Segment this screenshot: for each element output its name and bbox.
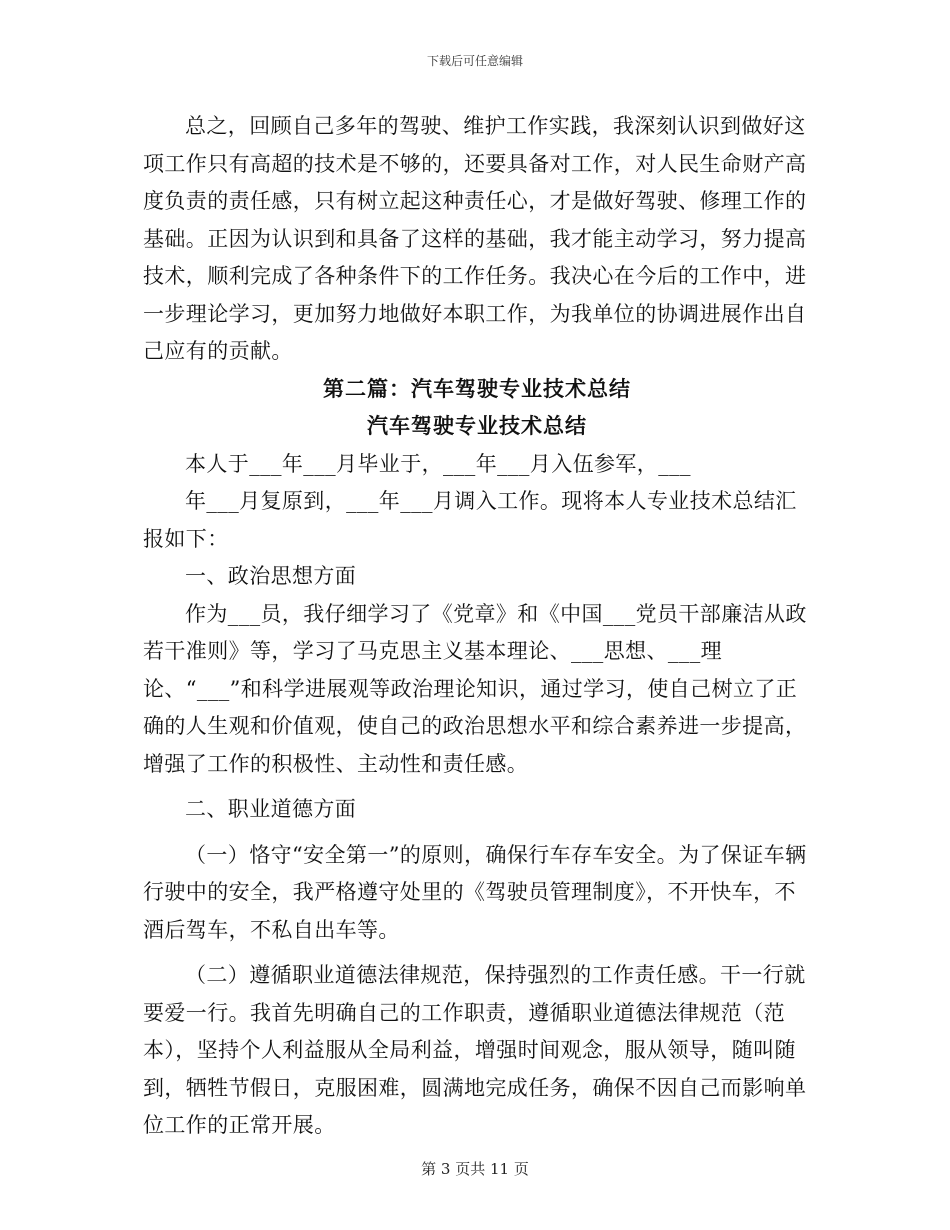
heading-ethics: 二、职业道德方面 bbox=[185, 797, 357, 821]
paragraph-conclusion: 总之，回顾自己多年的驾驶、维护工作实践，我深刻认识到做好这项工作只有高超的技术是不够的，还要具备对工作，对人民生命财产高度负责的责任感，只有树立起这种责任心，才是做好驾驶、修理工作的基础。正因为认识到和具备了这样的基础，我才能主动学习，努力提高技术，顺利完成了各种条件下的工作任务。我决心在今后的工作中，进一步理论学习，更加努力地做好本职工作，为我单位的协调进展作出自己应有的贡献。 bbox=[143, 114, 807, 363]
document-body bbox=[143, 108, 811, 1145]
paragraph-personal-info-1: 本人于___年___月毕业于，___年___月入伍参军，___ bbox=[185, 451, 691, 476]
paragraph-safety: （一）恪守“安全第一”的原则，确保行车存车安全。为了保证车辆行驶中的安全，我严格遵守处里的《驾驶员管理制度》，不开快车，不酒后驾车，不私自出车等。 bbox=[143, 842, 807, 942]
paragraph-political: 作为___员，我仔细学习了《党章》和《中国___党员干部廉洁从政若干准则》等，学习了马克思主义基本理论、___思想、___理论、“___”和科学进展观等政治理论知识，通过学习，使自己树立了正确的人生观和价值观，使自己的政治思想水平和综合素养进一步提高，增强了工作的积极性、主动性和责任感。 bbox=[143, 601, 807, 776]
heading-political: 一、政治思想方面 bbox=[185, 564, 357, 588]
document-title: 汽车驾驶专业技术总结 bbox=[367, 414, 587, 438]
paragraph-responsibility: （二）遵循职业道德法律规范，保持强烈的工作责任感。干一行就要爱一行。我首先明确自己的工作职责，遵循职业道德法律规范（范本），坚持个人利益服从全局利益，增强时间观念，服从领导，随叫随到，牺牲节假日，克服困难，圆满地完成任务，确保不因自己而影响单位工作的正常开展。 bbox=[143, 963, 807, 1137]
page-number: 第 3 页共 11 页 bbox=[421, 1160, 529, 1178]
section-title: 第二篇：汽车驾驶专业技术总结 bbox=[323, 376, 631, 401]
paragraph-personal-info-2: 年___月复原到，___年___月调入工作。现将本人专业技术总结汇 bbox=[185, 489, 797, 513]
paragraph-personal-info-3: 报如下： bbox=[143, 526, 229, 551]
page-header-note: 下载后可任意编辑 bbox=[426, 54, 523, 68]
